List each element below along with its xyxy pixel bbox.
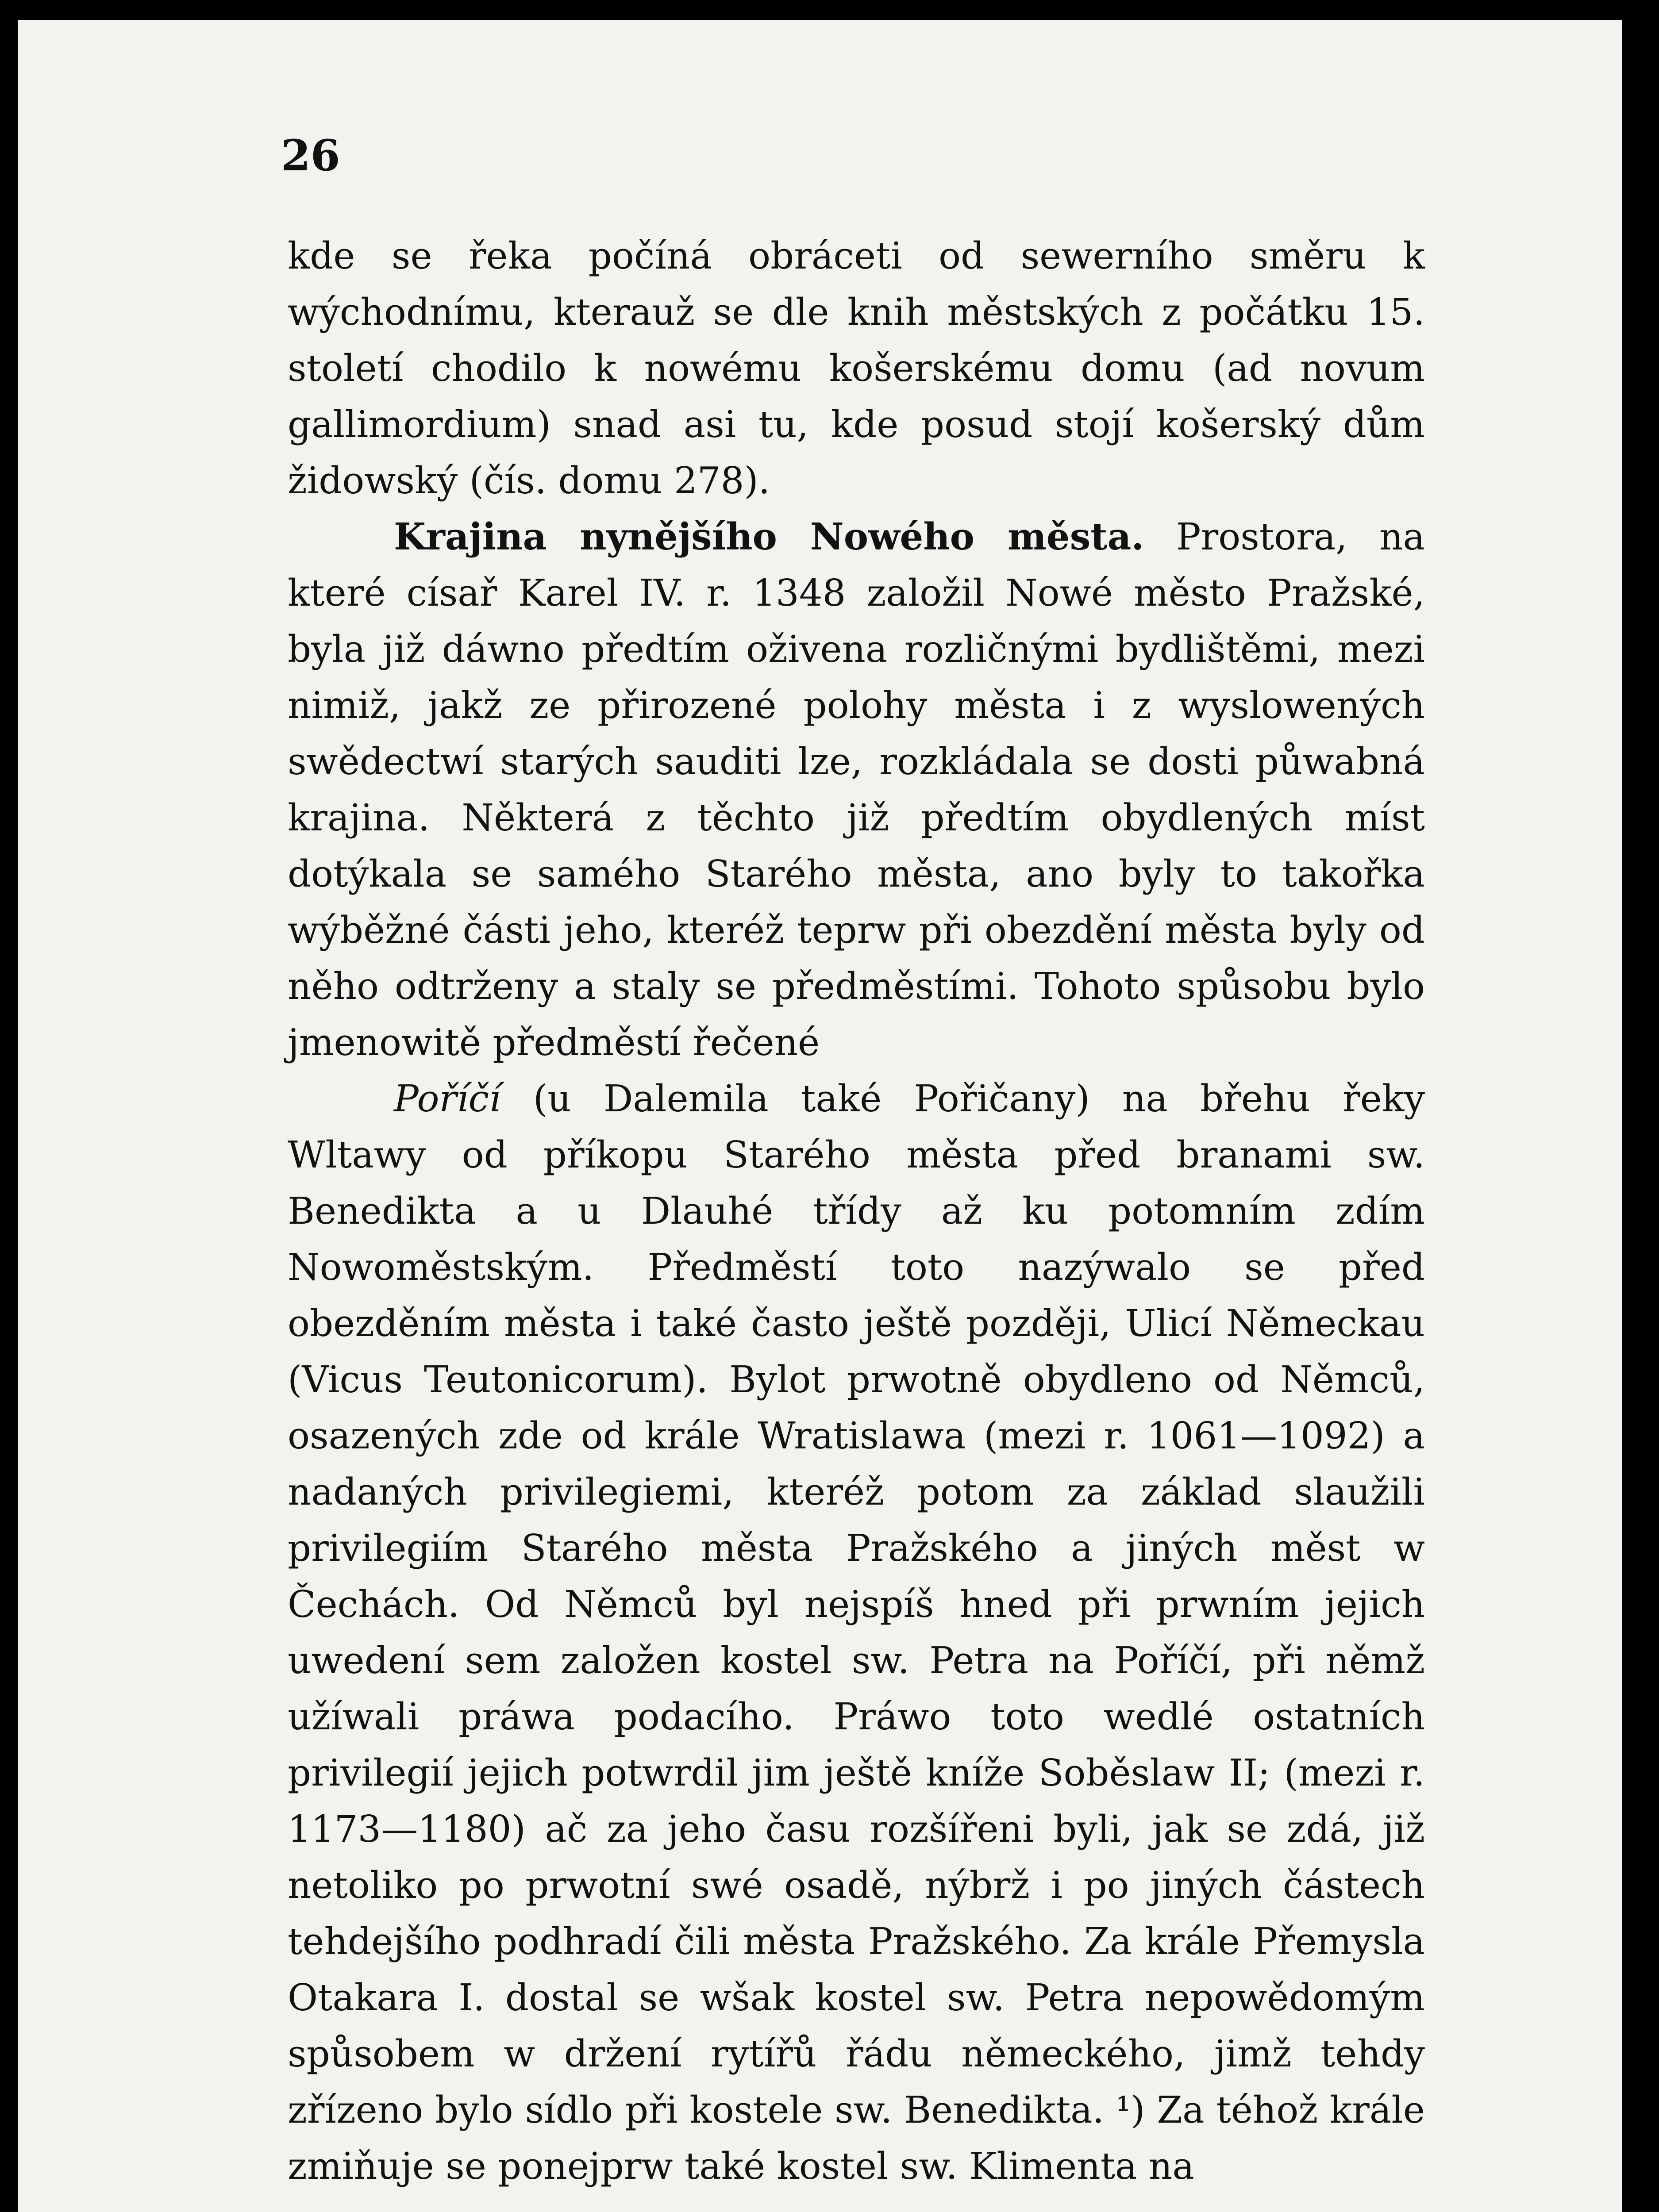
paragraph-3-text: (u Dalemila také Pořičany) na břehu řeky Wltawy od příkopu Starého města před branami sw. Benedikta a u Dlauhé třídy až ku potomním zdím Nowoměstským. Předměstí toto nazýwalo se před obezděním města i také často ještě později, Ulicí Německau (Vicus Teutonicorum). Bylot prwotně obydleno od Němců, osazených zde od krále Wratislawa (mezi r. 1061—1092) a nadaných privilegiemi, kteréž potom za základ slaužili privilegiím Starého města Pražského a jiných měst w Čechách. Od Němců byl nejspíš hned při prwním jejich uwedení sem založen kostel sw. Petra na Poříčí, při němž užíwali práwa podacího. Práwo toto wedlé ostatních privilegií jejich potwrdil jim ještě kníže Soběslaw II; (mezi r. 1173—1180) ač za jeho času rozšířeni byli, jak se zdá, již netoliko po prwotní swé osadě, nýbrž i po jiných částech tehdejšího podhradí čili města Pražského. Za krále Přemysla Otakara I. dostal se wšak kostel sw. Petra nepowědomým spůsobem w držení rytířů řádu německého, jimž tehdy zřízeno bylo sídlo při kostele sw. Benedikta. ¹) Za téhož krále zmiňuje se ponejprw také kostel sw. Klimenta na bbox=[288, 1077, 1425, 2188]
book-page bbox=[18, 20, 1622, 2212]
page-number: 26 bbox=[281, 131, 340, 180]
section-heading: Krajina nynějšího Nowého města. bbox=[394, 515, 1144, 558]
paragraph-1: kde se řeka počíná obráceti od sewerního směru k wýchodnímu, kterauž se dle knih městských z počátku 15. století chodilo k nowému košerskému domu (ad novum gallimordium) snad asi tu, kde posud stojí košerský dům židowský (čís. domu 278). bbox=[288, 234, 1425, 502]
paragraph-3 bbox=[288, 1071, 1425, 2194]
main-text bbox=[288, 228, 1425, 2194]
place-name-porici: Poříčí bbox=[394, 1077, 501, 1120]
paragraph-2 bbox=[288, 509, 1425, 1071]
paragraph-2-text: Prostora, na které císař Karel IV. r. 1348 založil Nowé město Pražské, byla již dáwno předtím oživena rozličnými bydlištěmi, mezi nimiž, jakž ze přirozené polohy města i z wyslowených swědectwí starých sauditi lze, rozkládala se dosti půwabná krajina. Některá z těchto již předtím obydlených míst dotýkala se samého Starého města, ano byly to takořka wýběžné části jeho, kteréž teprw při obezdění města byly od něho odtrženy a staly se předměstími. Tohoto spůsobu bylo jmenowitě předměstí řečené bbox=[288, 515, 1425, 1064]
